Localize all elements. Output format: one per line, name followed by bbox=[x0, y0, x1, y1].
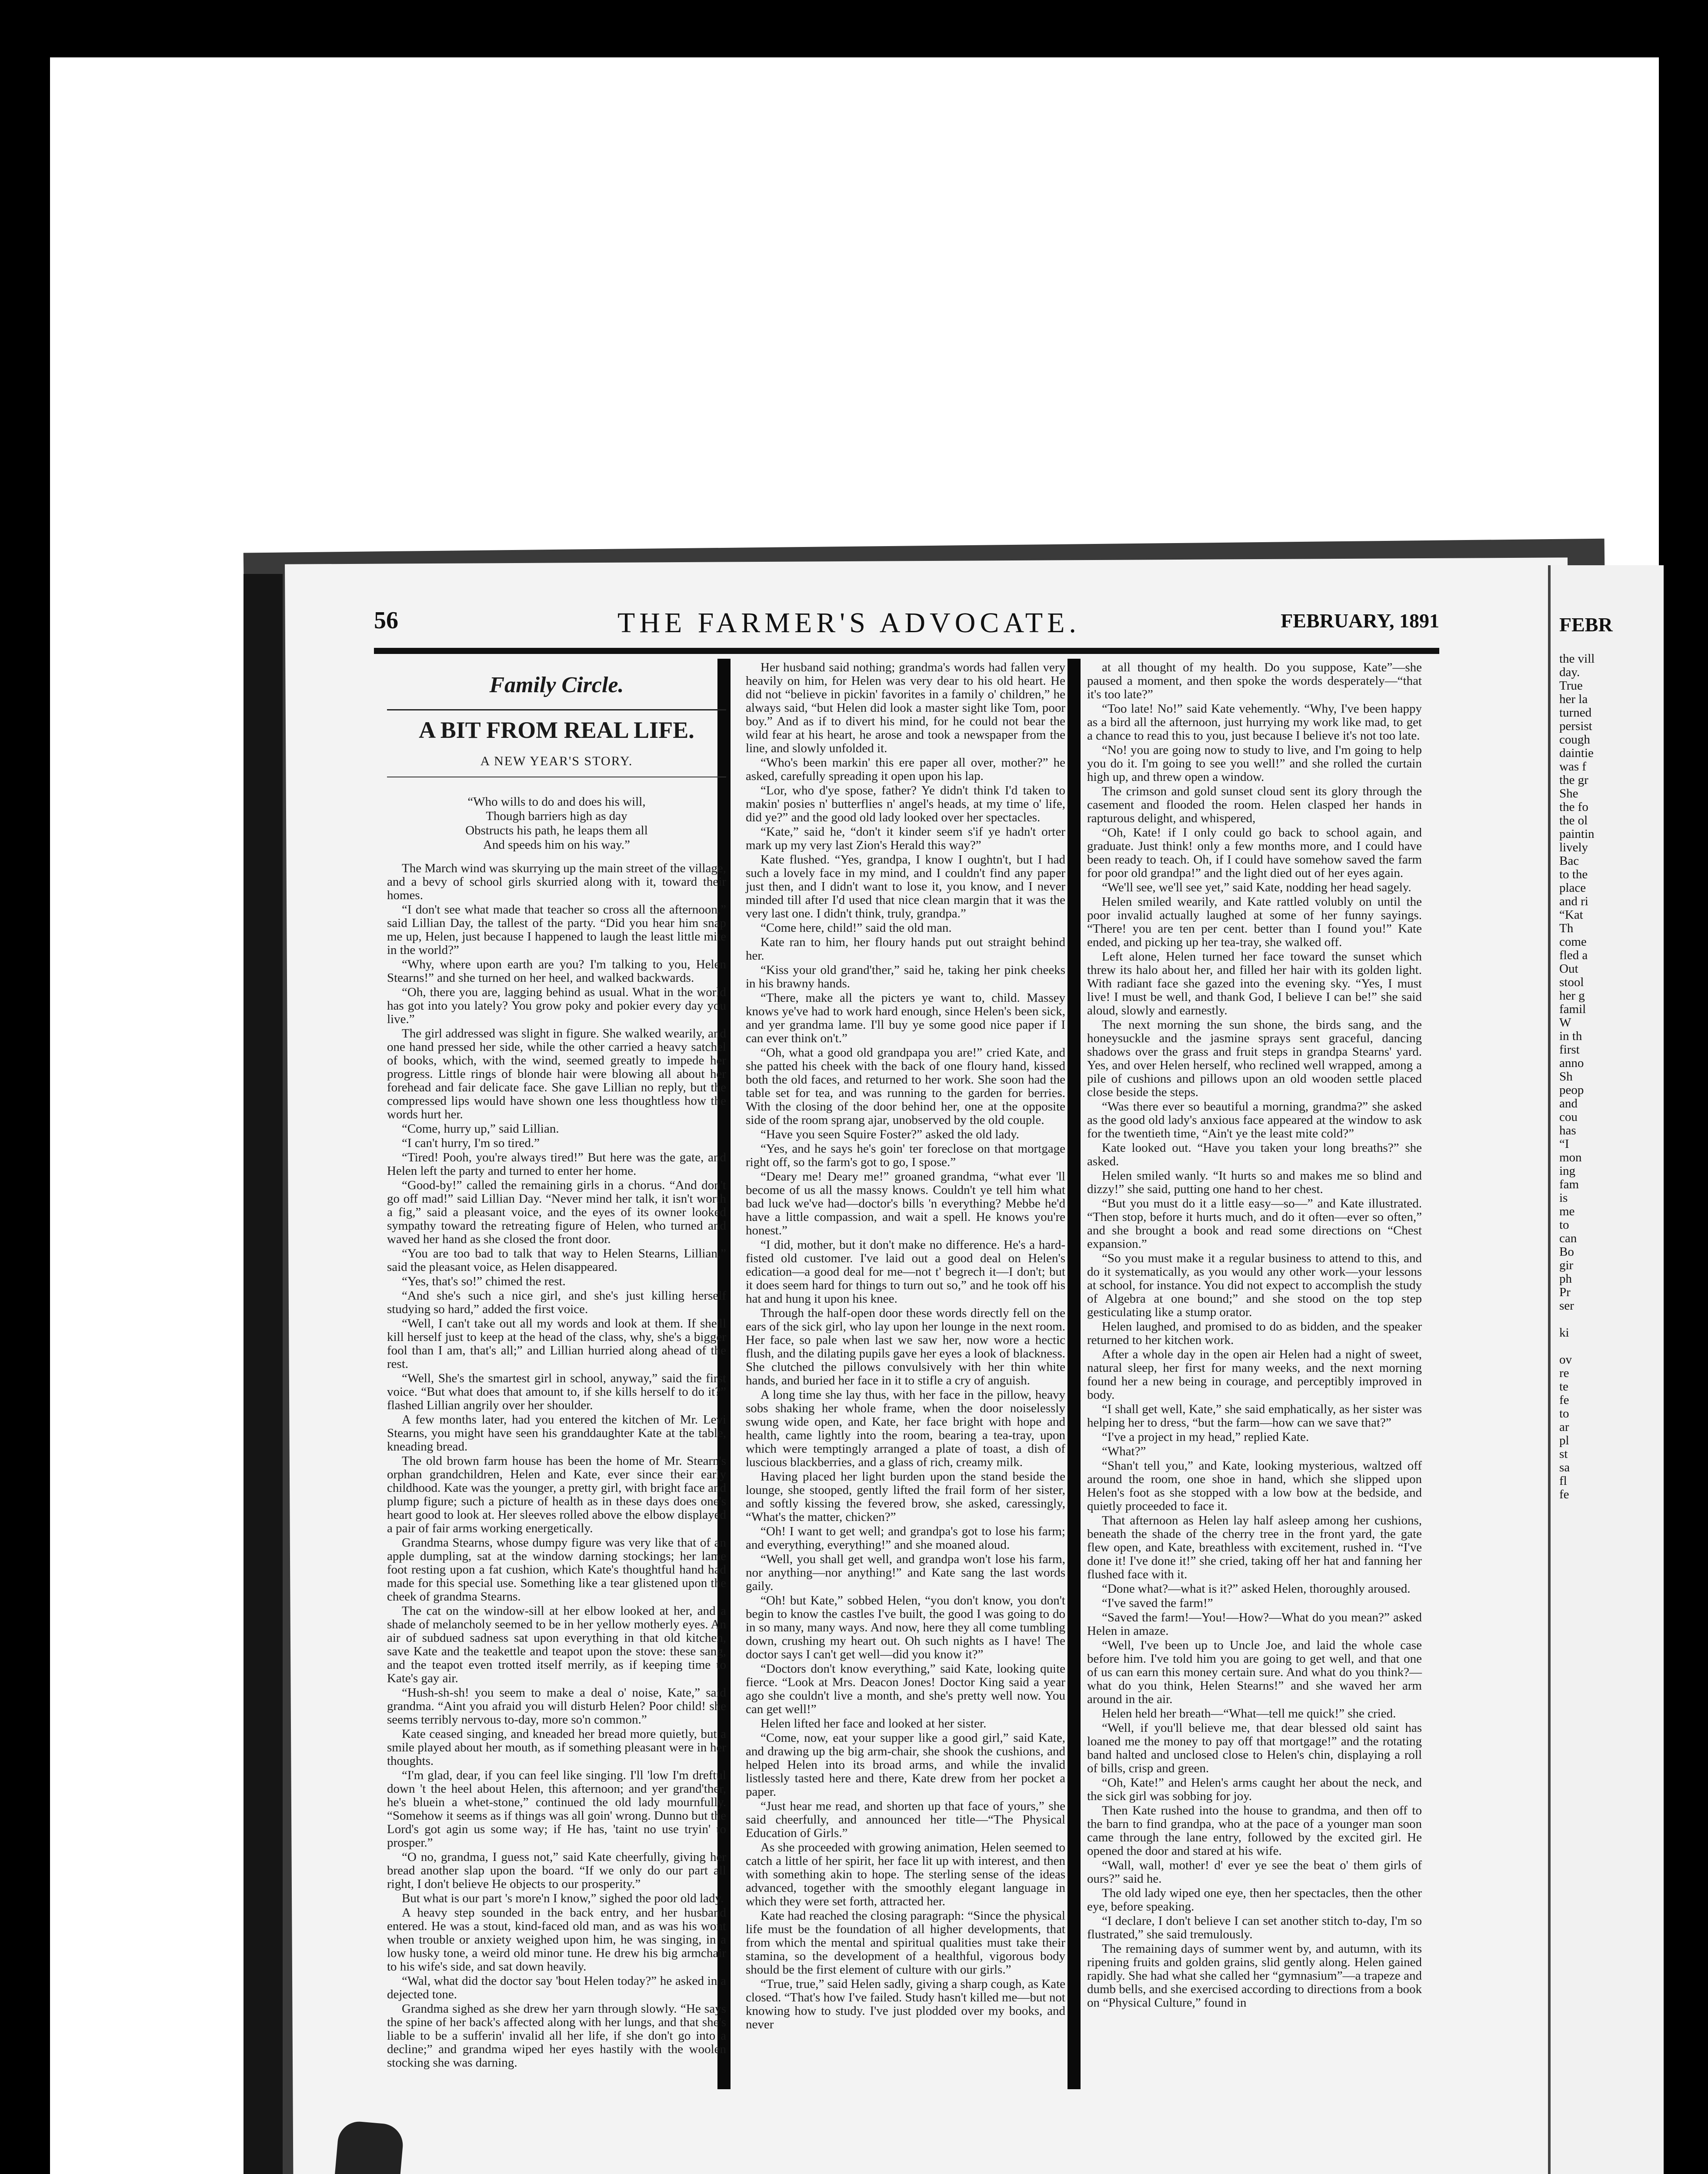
adjacent-page-line: daintie bbox=[1559, 746, 1594, 760]
adjacent-page-line: to bbox=[1559, 1218, 1569, 1232]
verse-line: Obstructs his path, he leaps them all bbox=[465, 824, 648, 837]
adjacent-page-line: ki bbox=[1559, 1326, 1569, 1340]
paragraph: “Kiss your old grand'ther,” said he, taking her pink cheeks in his brawny hands. bbox=[746, 963, 1065, 990]
paragraph: “O no, grandma, I guess not,” said Kate cheerfully, giving her bread another slap upon the board. “If we only do our part all right, I don't believe He objects to our prosperity.” bbox=[387, 1850, 726, 1891]
paragraph: Helen smiled wearily, and Kate rattled volubly on until the poor invalid actually laughed at some of her funny sayings. “There! you are ten per cent. better than I found you!” Kate ended, and picking up her tea-tray, she walked off. bbox=[1087, 895, 1422, 949]
paragraph: “Wal, what did the doctor say 'bout Helen today?” he asked in a dejected tone. bbox=[387, 1974, 726, 2001]
paragraph: “Was there ever so beautiful a morning, grandma?” she asked as the good old lady's anxious face appeared at the window to ask for the twentieth time, “Ain't ye the least mite cold?” bbox=[1087, 1100, 1422, 1140]
paragraph: The old lady wiped one eye, then her spectacles, then the other eye, before speaking. bbox=[1087, 1886, 1422, 1914]
paragraph: “There, make all the picters ye want to, child. Massey knows ye've had to work hard enough, since Helen's been sick, and yer grandma lame. I'll buy ye some good nice paper if I can ever think on't.” bbox=[746, 991, 1065, 1045]
paragraph: “Yes, that's so!” chimed the rest. bbox=[402, 1274, 566, 1288]
adjacent-page-line: place bbox=[1559, 881, 1586, 895]
paragraph: “Hush-sh-sh! you seem to make a deal o' noise, Kate,” said grandma. “Aint you afraid you will disturb Helen? Poor child! she seems terribly nervous to-day, more so'n common.” bbox=[387, 1686, 726, 1727]
adjacent-page-text bbox=[1559, 652, 1655, 1501]
paragraph: Helen laughed, and promised to do as bidden, and the speaker returned to her kitchen work. bbox=[1087, 1320, 1422, 1347]
paragraph: “Just hear me read, and shorten up that face of yours,” she said cheerfully, and announced her title—“The Physical Education of Girls.” bbox=[746, 1799, 1065, 1840]
column-2 bbox=[746, 661, 1065, 2032]
paragraph: “Come, hurry up,” said Lillian. bbox=[402, 1122, 559, 1136]
adjacent-page-line: lively bbox=[1559, 840, 1588, 854]
paragraph: “Oh, there you are, lagging behind as usual. What in the world has got into you lately? You grow poky and pokier every day you live.” bbox=[387, 985, 726, 1026]
paragraph: “Deary me! Deary me!” groaned grandma, “what ever 'll become of us all the massy knows. Couldn't ye tell him what bad luck we've had—doctor's bills 'n everything? Mebbe he'd have a little compassion, and wait a spell. He knows you're honest.” bbox=[746, 1170, 1065, 1237]
adjacent-page-line: True bbox=[1559, 679, 1583, 693]
book-spine bbox=[244, 574, 283, 2174]
paragraph: The next morning the sun shone, the birds sang, and the honeysuckle and the jasmine sprays sent graceful, dancing shadows over the grass and fruit steps in grandpa Stearns' yard. Yes, and over Helen herself, who reclined well wrapped, among a pile of cushions and pillows upon an old wooden settle placed close beside the steps. bbox=[1087, 1018, 1422, 1099]
paragraph: “True, true,” said Helen sadly, giving a sharp cough, as Kate closed. “That's how I've failed. Study hasn't killed me—but not knowing how to study. I've just plodded over my books, and never bbox=[746, 1977, 1065, 2031]
verse-line: Though barriers high as day bbox=[486, 809, 627, 823]
adjacent-page-line: She bbox=[1559, 787, 1578, 800]
paragraph: “I'm glad, dear, if you can feel like singing. I'll 'low I'm dreftul down 't the heel about Helen, this afternoon; and yer grand'ther, he's bluein a whet-stone,” continued the old lady mournfully. “Somehow it seems as if things was all goin' wrong. Dunno but the Lord's got agin us some way; if He has, 'taint no use tryin' to prosper.” bbox=[387, 1768, 726, 1850]
column-divider bbox=[1068, 659, 1081, 2089]
paragraph: “Oh, Kate!” and Helen's arms caught her about the neck, and the sick girl was sobbing for joy. bbox=[1087, 1776, 1422, 1803]
adjacent-page-line: “I bbox=[1559, 1137, 1569, 1151]
adjacent-page-line: fam bbox=[1559, 1177, 1579, 1191]
paragraph: Left alone, Helen turned her face toward the sunset which threw its halo about her, and filled her hair with its golden light. With radiant face she gazed into the evening sky. “Yes, I must live! I must be well, and thank God, I believe I can be!” she said aloud, slowly and earnestly. bbox=[1087, 950, 1422, 1017]
adjacent-page-line: first bbox=[1559, 1043, 1580, 1057]
adjacent-page-line: the gr bbox=[1559, 773, 1588, 787]
verse-line: And speeds him on his way.” bbox=[483, 838, 630, 852]
paragraph: “I've a project in my head,” replied Kate. bbox=[1102, 1430, 1309, 1444]
paragraph: “Oh! I want to get well; and grandpa's got to lose his farm; and everything, everything!” and she moaned aloud. bbox=[746, 1524, 1065, 1552]
paragraph: “Too late! No!” said Kate vehemently. “Why, I've been happy as a bird all the afternoon, just hurrying my work like mad, to get a chance to read this to you, just because I believe it's not too late. bbox=[1087, 702, 1422, 743]
paragraph: The cat on the window-sill at her elbow looked at her, and a shade of melancholy seemed to be in her yellow motherly eyes. An air of subdued sadness sat upon everything in that old kitchen, save Kate and the teakettle and teapot upon the stove: these sang, and the teapot even trotted itself merrily, as if keeping time to Kate's gay air. bbox=[387, 1604, 726, 1685]
paragraph: “Tired! Pooh, you're always tired!” But here was the gate, and Helen left the party and turned to enter her home. bbox=[387, 1150, 726, 1178]
paragraph: As she proceeded with growing animation, Helen seemed to catch a little of her spirit, her face lit up with interest, and then with something akin to hope. The sterling sense of the ideas advanced, together with the smoothly elegant language in which they were set forth, attracted her. bbox=[746, 1841, 1065, 1908]
adjacent-page-line: ov bbox=[1559, 1353, 1572, 1367]
paragraph: Grandma Stearns, whose dumpy figure was very like that of an apple dumpling, sat at the window darning stockings; her lame foot resting upon a fat cushion, which Kate's thoughtful hand had made for this special use. Something like a tear glistened upon the cheek of grandma Stearns. bbox=[387, 1536, 726, 1604]
adjacent-page-line: me bbox=[1559, 1204, 1575, 1218]
paragraph: A few months later, had you entered the kitchen of Mr. Levi Stearns, you might have seen his granddaughter Kate at the table, kneading bread. bbox=[387, 1413, 726, 1454]
column-3-body bbox=[1087, 661, 1422, 2010]
paragraph: A long time she lay thus, with her face in the pillow, heavy sobs shaking her whole frame, when the door noiselessly swung wide open, and Kate, her face bright with hope and health, came lightly into the room, bearing a tea-tray, upon which were temptingly arranged a plate of toast, a dish of luscious blackberries, and a glass of rich, creamy milk. bbox=[746, 1388, 1065, 1469]
paragraph: “I don't see what made that teacher so cross all the afternoon,” said Lillian Day, the tallest of the party. “Did you hear him snap me up, Helen, just because I happened to laugh the least little mite in the world?” bbox=[387, 903, 726, 957]
paragraph: Helen smiled wanly. “It hurts so and makes me so blind and dizzy!” she said, putting one hand to her chest. bbox=[1087, 1169, 1422, 1196]
paragraph: “I've saved the farm!” bbox=[1102, 1596, 1213, 1610]
page-header bbox=[374, 607, 1439, 641]
verse-line: “Who wills to do and does his will, bbox=[467, 795, 646, 809]
paragraph: But what is our part 's more'n I know,” sighed the poor old lady. bbox=[402, 1891, 724, 1905]
adjacent-page-line: Pr bbox=[1559, 1285, 1571, 1299]
paragraph: “Wall, wall, mother! d' ever ye see the beat o' them girls of ours?” said he. bbox=[1087, 1858, 1422, 1886]
adjacent-page-line: anno bbox=[1559, 1056, 1584, 1070]
adjacent-page-line: Out bbox=[1559, 962, 1578, 976]
header-rule bbox=[374, 648, 1439, 654]
paragraph: at all thought of my health. Do you suppose, Kate”—she paused a moment, and then spoke the words desperately—“that it's too late?” bbox=[1087, 660, 1422, 701]
paragraph: “Lor, who d'ye spose, father? Ye didn't think I'd taken to makin' posies n' butterflies n' angel's heads, at my time o' life, did ye?” and the good old lady looked over her spectacles. bbox=[746, 784, 1065, 824]
adjacent-page-line: Th bbox=[1559, 921, 1574, 935]
adjacent-page-line: Bac bbox=[1559, 854, 1579, 868]
adjacent-page-line: come bbox=[1559, 935, 1587, 949]
adjacent-page-line bbox=[1559, 1313, 1655, 1326]
paragraph: “Shan't tell you,” and Kate, looking mysterious, waltzed off around the room, one shoe in hand, which she slipped upon Helen's foot as she stopped with a low bow at the bedside, and quietly proceeded to face it. bbox=[1087, 1459, 1422, 1513]
adjacent-page-line: cough bbox=[1559, 733, 1590, 747]
adjacent-page-line: ph bbox=[1559, 1272, 1572, 1286]
adjacent-page-line: her g bbox=[1559, 989, 1585, 1003]
adjacent-page-line: st bbox=[1559, 1447, 1568, 1461]
paragraph: “Why, where upon earth are you? I'm talking to you, Helen Stearns!” and she turned on her heel, and walked backwards. bbox=[387, 957, 726, 985]
adjacent-page-line: Sh bbox=[1559, 1070, 1573, 1084]
adjacent-page-line: the fo bbox=[1559, 800, 1588, 814]
paragraph: A heavy step sounded in the back entry, and her husband entered. He was a stout, kind-faced old man, and as was his wont when trouble or anxiety weighed upon him, he was singing, in a low husky tone, a weird old minor tune. He drew his big armchair to his wife's side, and sat down heavily. bbox=[387, 1906, 726, 1974]
adjacent-page-line: re bbox=[1559, 1366, 1569, 1380]
adjacent-page-line: paintin bbox=[1559, 827, 1595, 841]
paragraph: “I did, mother, but it don't make no difference. He's a hard-fisted old customer. I've laid out a good deal on Helen's edication—a good deal for me—not t' begrech it—I don't; but it does seem hard for things to turn out so,” and he took off his hat and hung it upon his knee. bbox=[746, 1238, 1065, 1306]
paragraph: “Have you seen Squire Foster?” asked the old lady. bbox=[761, 1127, 1019, 1141]
paragraph: “Kate,” said he, “don't it kinder seem s'if ye hadn't orter mark up my very last Zion's Herald this way?” bbox=[746, 825, 1065, 852]
paragraph: Grandma sighed as she drew her yarn through slowly. “He says the spine of her back's affected along with her lungs, and that she's liable to be a sufferin' invalid all her life, if she don't go into a decline;” and grandma wiped her eyes hastily with the woolen stocking she was darning. bbox=[387, 2002, 726, 2070]
paragraph: “Yes, and he says he's goin' ter foreclose on that mortgage right off, so the farm's got to go, I spose.” bbox=[746, 1142, 1065, 1169]
adjacent-page-line: stool bbox=[1559, 975, 1584, 989]
adjacent-page-line: fled a bbox=[1559, 948, 1588, 962]
adjacent-page-line: in th bbox=[1559, 1029, 1582, 1043]
paragraph: “Well, you shall get well, and grandpa won't lose his farm, nor anything—nor anything!” and Kate sang the last words gaily. bbox=[746, 1552, 1065, 1593]
paragraph: The remaining days of summer went by, and autumn, with its ripening fruits and golden grains, slid gently along. Helen gained rapidly. She had what she called her “gymnasium”—a trapeze and dumb bells, and she exercised according to directions from a book on “Physical Culture,” found in bbox=[1087, 1942, 1422, 2010]
adjacent-page-line: ar bbox=[1559, 1420, 1569, 1434]
adjacent-page-line: sa bbox=[1559, 1460, 1570, 1474]
paragraph: “I declare, I don't believe I can set another stitch to-day, I'm so flustrated,” she said tremulously. bbox=[1087, 1914, 1422, 1941]
paragraph: “Oh, what a good old grandpapa you are!” cried Kate, and she patted his cheek with the back of one floury hand, kissed both the old faces, and returned to her work. She soon had the table set for tea, and was running to the garden for berries. With the closing of the door behind her, one at the opposite side of the room sprang ajar, unobserved by the old couple. bbox=[746, 1046, 1065, 1127]
paragraph: “Oh! but Kate,” sobbed Helen, “you don't know, you don't begin to know the castles I've built, the good I was going to do in so many, many ways. And now, here they all come tumbling down, crushing my heart out. Oh such nights as I have! The doctor says I can't get well—did you know it?” bbox=[746, 1594, 1065, 1661]
paragraph: Kate ran to him, her floury hands put out straight behind her. bbox=[746, 935, 1065, 963]
paragraph: That afternoon as Helen lay half asleep among her cushions, beneath the shade of the cherry tree in the front yard, the gate flew open, and Kate, breathless with excitement, rushed in. “I've done it! I've done it!” she cried, taking off her hat and fanning her flushed face with it. bbox=[1087, 1514, 1422, 1581]
paragraph: “Oh, Kate! if I only could go back to school again, and graduate. Just think! only a few months more, and I could have been ready to teach. Oh, if I could have somehow saved the farm for poor old grandpa!” and the light died out of her eyes again. bbox=[1087, 826, 1422, 880]
adjacent-page-line: persist bbox=[1559, 719, 1592, 733]
paragraph: “Well, I've been up to Uncle Joe, and laid the whole case before him. I've told him you are going to get well, and that one of us can earn this money certain sure. And what do you think?—what do you think, Helen Stearns!” and she waved her arm around in the air. bbox=[1087, 1638, 1422, 1706]
paragraph: Helen held her breath—“What—tell me quick!” she cried. bbox=[1102, 1707, 1396, 1721]
paragraph: “What?” bbox=[1102, 1444, 1146, 1458]
paragraph: “Done what?—what is it?” asked Helen, thoroughly aroused. bbox=[1102, 1582, 1411, 1596]
adjacent-page-line: to the bbox=[1559, 867, 1588, 881]
paragraph: “And she's such a nice girl, and she's just killing herself studying so hard,” added the first voice. bbox=[387, 1289, 726, 1316]
adjacent-page bbox=[1548, 565, 1664, 2174]
paragraph: After a whole day in the open air Helen had a night of sweet, natural sleep, her first for many weeks, and the next morning found her a new being in courage, and perceptibly improved in body. bbox=[1087, 1347, 1422, 1402]
paragraph: “I can't hurry, I'm so tired.” bbox=[402, 1136, 540, 1150]
paragraph: Her husband said nothing; grandma's words had fallen very heavily on him, for Helen was very dear to his old heart. He did not “believe in pickin' favorites in a family o' children,” he always said, “but Helen did look a master sight like Tom, poor boy.” And as if to divert his mind, for he could not bear the wild fear at his heart, he arose and took a newspaper from the line, and slowly unfolded it. bbox=[746, 660, 1065, 755]
adjacent-page-line bbox=[1559, 1340, 1655, 1353]
adjacent-page-line: mon bbox=[1559, 1150, 1582, 1164]
paragraph: The crimson and gold sunset cloud sent its glory through the casement and flooded the room. Helen clasped her hands in rapturous delight, and whispered, bbox=[1087, 784, 1422, 825]
paragraph: “Come, now, eat your supper like a good girl,” said Kate, and drawing up the big arm-chair, she shook the cushions, and helped Helen into its broad arms, and while the invalid listlessly tasted here and there, Kate drew from her pocket a paper. bbox=[746, 1731, 1065, 1799]
paragraph: “Who's been markin' this ere paper all over, mother?” he asked, carefully spreading it open upon his lap. bbox=[746, 756, 1065, 783]
paragraph: Helen lifted her face and looked at her sister. bbox=[761, 1717, 987, 1731]
paragraph: Kate flushed. “Yes, grandpa, I know I oughtn't, but I had such a lovely face in my mind, and I couldn't find any paper just then, and I didn't want to lose it, you know, and I never minded till after I'd used that nice clean margin that it was the very last one. I didn't think, truly, grandpa.” bbox=[746, 853, 1065, 920]
paragraph: The old brown farm house has been the home of Mr. Stearn's orphan grandchildren, Helen and Kate, ever since their early childhood. Kate was the younger, a pretty girl, with bright face and plump figure; such a picture of health as in these days does one's heart good to look at. Her sleeves rolled above the elbow displayed a pair of fair arms working energetically. bbox=[387, 1454, 726, 1535]
paragraph: “You are too bad to talk that way to Helen Stearns, Lillian,” said the pleasant voice, as Helen disappeared. bbox=[387, 1247, 726, 1274]
adjacent-page-line: was f bbox=[1559, 760, 1587, 774]
paragraph: Kate had reached the closing paragraph: “Since the physical life must be the foundation of all higher developments, that from which the mental and spiritual qualities must take their stamina, so the development of a healthful, vigorous body should be the first element of culture with our girls.” bbox=[746, 1909, 1065, 1977]
adjacent-page-line: W bbox=[1559, 1016, 1571, 1030]
paragraph: “Come here, child!” said the old man. bbox=[761, 921, 952, 935]
paragraph: The March wind was skurrying up the main street of the village, and a bevy of school girls skurried along with it, toward their homes. bbox=[387, 861, 726, 902]
adjacent-page-line: her la bbox=[1559, 692, 1588, 706]
scan-corner-mark bbox=[1548, 252, 1600, 304]
adjacent-page-line: fl bbox=[1559, 1474, 1567, 1488]
paragraph: Kate ceased singing, and kneaded her bread more quietly, but a smile played about her mouth, as if something pleasant were in her thoughts. bbox=[387, 1727, 726, 1768]
adjacent-page-header: FEBR bbox=[1559, 614, 1613, 636]
paragraph: “No! you are going now to study to live, and I'm going to help you do it. I'm going to see you well!” and she rolled the curtain high up, and threw open a window. bbox=[1087, 743, 1422, 784]
paragraph: “I shall get well, Kate,” she said emphatically, as her sister was helping her to dress, “but the farm—how can we save that?” bbox=[1087, 1402, 1422, 1430]
adjacent-page-line: te bbox=[1559, 1380, 1568, 1394]
adjacent-page-line: is bbox=[1559, 1191, 1568, 1205]
adjacent-page-line: and ri bbox=[1559, 894, 1588, 908]
column-1-body bbox=[387, 862, 726, 2070]
adjacent-page-line: to bbox=[1559, 1407, 1569, 1420]
adjacent-page-line: Bo bbox=[1559, 1245, 1574, 1259]
paragraph: “Saved the farm!—You!—How?—What do you mean?” asked Helen in amaze. bbox=[1087, 1610, 1422, 1638]
adjacent-page-line: fe bbox=[1559, 1393, 1569, 1407]
paragraph: “Well, I can't take out all my words and look at them. If she'll kill herself just to keep at the head of the class, why, she's a bigger fool than I am, that's all;” and Lillian hurried along ahead of the rest. bbox=[387, 1317, 726, 1371]
paragraph: “Doctors don't know everything,” said Kate, looking quite fierce. “Look at Mrs. Deacon Jones! Doctor King said a year ago she couldn't live a month, and she's pretty well now. You can get well!” bbox=[746, 1662, 1065, 1716]
paragraph: “So you must make it a regular business to attend to this, and do it systematically, as you would any other work—your lessons at school, for instance. You did not expect to accomplish the study of Algebra at one bound;” and she stood on the top step gesticulating like a stump orator. bbox=[1087, 1251, 1422, 1319]
adjacent-page-line: the ol bbox=[1559, 814, 1588, 827]
section-title: Family Circle. bbox=[489, 673, 624, 697]
paragraph: “Well, She's the smartest girl in school, anyway,” said the first voice. “But what does that amount to, if she kills herself to do it?” flashed Lillian angrily over her shoulder. bbox=[387, 1371, 726, 1412]
adjacent-page-line: peop bbox=[1559, 1083, 1584, 1097]
adjacent-page-line: “Kat bbox=[1559, 908, 1583, 922]
paragraph: Through the half-open door these words directly fell on the ears of the sick girl, who lay upon her lounge in the next room. Her face, so pale when last we saw her, now wore a hectic flush, and the dilating pupils gave her eyes a look of blackness. She clutched the pillows convulsively with her thin white hands, and buried her face in it to stifle a cry of anguish. bbox=[746, 1306, 1065, 1387]
paragraph: Kate looked out. “Have you taken your long breaths?” she asked. bbox=[1087, 1141, 1422, 1168]
paragraph: Having placed her light burden upon the stand beside the lounge, she stooped, gently lifted the frail form of her sister, and softly kissing the fevered brow, she asked, caressingly, “What's the matter, chicken?” bbox=[746, 1470, 1065, 1524]
paragraph: Then Kate rushed into the house to grandma, and then off to the barn to find grandpa, who at the pace of a younger man soon came through the lane entry, followed by the excited girl. He opened the door and stared at his wife. bbox=[1087, 1804, 1422, 1858]
adjacent-page-line: pl bbox=[1559, 1434, 1569, 1447]
story-title: A BIT FROM REAL LIFE. bbox=[387, 709, 726, 737]
column-1 bbox=[387, 670, 726, 2071]
adjacent-page-line: ser bbox=[1559, 1299, 1574, 1313]
adjacent-page-line: the vill bbox=[1559, 652, 1595, 666]
paragraph: “We'll see, we'll see yet,” said Kate, nodding her head sagely. bbox=[1102, 880, 1411, 894]
page-number: 56 bbox=[374, 607, 398, 634]
issue-date: FEBRUARY, 1891 bbox=[1281, 610, 1439, 632]
paragraph: “Well, if you'll believe me, that dear blessed old saint has loaned me the money to pay off that mortgage!” and the rotating band halted and unclosed close to Helen's chin, displaying a roll of bills, crisp and green. bbox=[1087, 1721, 1422, 1775]
adjacent-page-line: gir bbox=[1559, 1258, 1574, 1272]
adjacent-page-line: cou bbox=[1559, 1110, 1578, 1124]
adjacent-page-line: and bbox=[1559, 1097, 1578, 1110]
paragraph: “But you must do it a little easy—so—” and Kate illustrated. “Then stop, before it hurts much, and do it often—ever so often,” and she brought a book and read some directions on “Chest expansion.” bbox=[1087, 1197, 1422, 1251]
adjacent-page-line: can bbox=[1559, 1231, 1577, 1245]
adjacent-page-line: day. bbox=[1559, 665, 1580, 679]
adjacent-page-line: fe bbox=[1559, 1487, 1569, 1501]
adjacent-page-line: has bbox=[1559, 1124, 1576, 1137]
epigraph-verse bbox=[387, 795, 726, 852]
column-2-body bbox=[746, 661, 1065, 2031]
masthead-title: THE FARMER'S ADVOCATE. bbox=[617, 607, 1081, 639]
adjacent-page-line: ing bbox=[1559, 1164, 1576, 1178]
paragraph: “Good-by!” called the remaining girls in a chorus. “And don't go off mad!” said Lillian Day. “Never mind her talk, it isn't worth a fig,” said a pleasant voice, and the eyes of its owner looked sympathy toward the retreating figure of Helen, who turned and waved her hand as she closed the front door. bbox=[387, 1178, 726, 1246]
paragraph: The girl addressed was slight in figure. She walked wearily, and one hand pressed her side, while the other carried a heavy satchel of books, which, with the wind, seemed greatly to impede her progress. Little rings of blonde hair were blowing all about her forehead and fair delicate face. She gave Lillian no reply, but the compressed lips would have shown one less thoughtless how the words hurt her. bbox=[387, 1027, 726, 1121]
story-subtitle: A NEW YEAR'S STORY. bbox=[387, 754, 726, 777]
adjacent-page-line: famil bbox=[1559, 1002, 1586, 1016]
adjacent-page-line: turned bbox=[1559, 706, 1592, 720]
column-3 bbox=[1087, 661, 1422, 2011]
